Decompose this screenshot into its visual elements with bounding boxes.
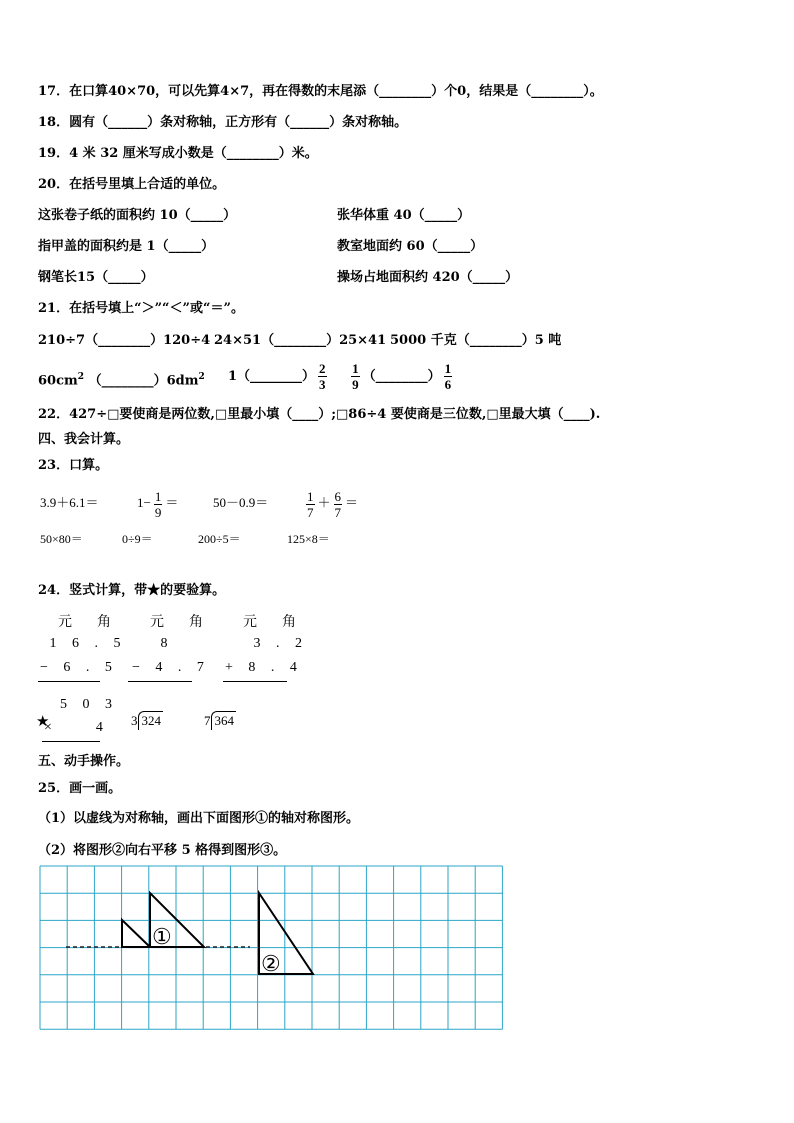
long-division: 7 364: [204, 713, 234, 728]
q20-item: 钢笔长15（_____）: [38, 270, 154, 285]
q20-item: 这张卷子纸的面积约 10（_____）: [38, 208, 237, 223]
unit-header: 元 角: [243, 615, 302, 630]
q25-step-2: （2）将图形②向右平移 5 格得到图形③。: [38, 843, 287, 858]
q21-compare: 24×51（________）25×41: [214, 333, 387, 348]
question-25-title: 25．画一画。: [38, 781, 122, 796]
vertical-calc-line: 1 6 . 5: [40, 636, 127, 651]
q21-compare: 5000 千克（________）5 吨: [390, 333, 562, 348]
star-icon: ★: [36, 712, 50, 730]
vertical-calc-line: 3 . 2: [225, 636, 308, 651]
shape-1-small-triangle: [122, 920, 150, 947]
oral-calc: 200÷5＝: [198, 532, 241, 546]
question-22: 22．427÷□要使商是两位数,□里最小填（____）;□86÷4 要使商是三位数,□里最大填（____).: [38, 407, 601, 422]
vertical-calc-line: − 4 . 7: [132, 660, 210, 675]
oral-calc: 125×8＝: [287, 532, 330, 546]
question-23-title: 23．口算。: [38, 458, 109, 473]
oral-calc: $\frac{1}{7}$ ＋ $\frac{6}{7}$ ＝: [307, 488, 359, 520]
q21-compare-area: $60cm^2$ $(\_\_\_\_\_\_\_\_)6dm^2$: [38, 372, 205, 389]
unit-header: 元 角: [150, 615, 209, 630]
shape-2-label: ②: [261, 952, 281, 977]
question-24-title: 24．竖式计算，带★的要验算。: [38, 583, 226, 598]
q21-compare: 210÷7（________）120÷4: [38, 333, 211, 348]
question-20-title: 20．在括号里填上合适的单位。: [38, 177, 226, 192]
vertical-calc-line: − 6 . 5: [40, 660, 118, 675]
question-18: 18．圆有（______）条对称轴，正方形有（______）条对称轴。: [38, 115, 408, 130]
vertical-calc-line: 5 0 3: [60, 697, 118, 712]
q20-item: 教室地面约 60（_____）: [337, 239, 484, 254]
vertical-calc-line: 8: [132, 636, 174, 651]
vertical-calc-line: + 8 . 4: [225, 660, 303, 675]
oral-calc: 1− $\frac{1}{9}$ ＝: [137, 488, 179, 520]
q21-compare-fraction: 1（________） $\frac{2}{3}$ $\frac{1}{9}$ （________） $\frac{1}{6}$: [228, 361, 452, 392]
q20-item: 操场占地面积约 420（_____）: [337, 270, 519, 285]
oral-calc: 3.9＋6.1＝: [40, 495, 99, 510]
vertical-calc-line: × 4: [44, 720, 109, 735]
section-5-heading: 五、动手操作。: [38, 754, 130, 769]
oral-calc: 50－0.9＝: [213, 495, 269, 510]
unit-header: 元 角: [58, 615, 117, 630]
oral-calc: 50×80＝: [40, 532, 83, 546]
section-4-heading: 四、我会计算。: [38, 432, 130, 447]
q20-item: 指甲盖的面积约是 1（_____）: [38, 239, 215, 254]
question-17: 17．在口算40×70，可以先算4×7，再在得数的末尾添（________）个0，结果是（________）。: [38, 84, 603, 99]
oral-calc: 0÷9＝: [122, 532, 153, 546]
shape-1-label: ①: [152, 925, 172, 950]
q25-step-1: （1）以虚线为对称轴，画出下面图形①的轴对称图形。: [38, 811, 360, 826]
long-division: 3 324: [131, 713, 161, 728]
question-21-title: 21．在括号填上“＞”“＜”或“＝”。: [38, 301, 244, 316]
question-19: 19．4 米 32 厘米写成小数是（________）米。: [38, 146, 318, 161]
q20-item: 张华体重 40（_____）: [337, 208, 471, 223]
